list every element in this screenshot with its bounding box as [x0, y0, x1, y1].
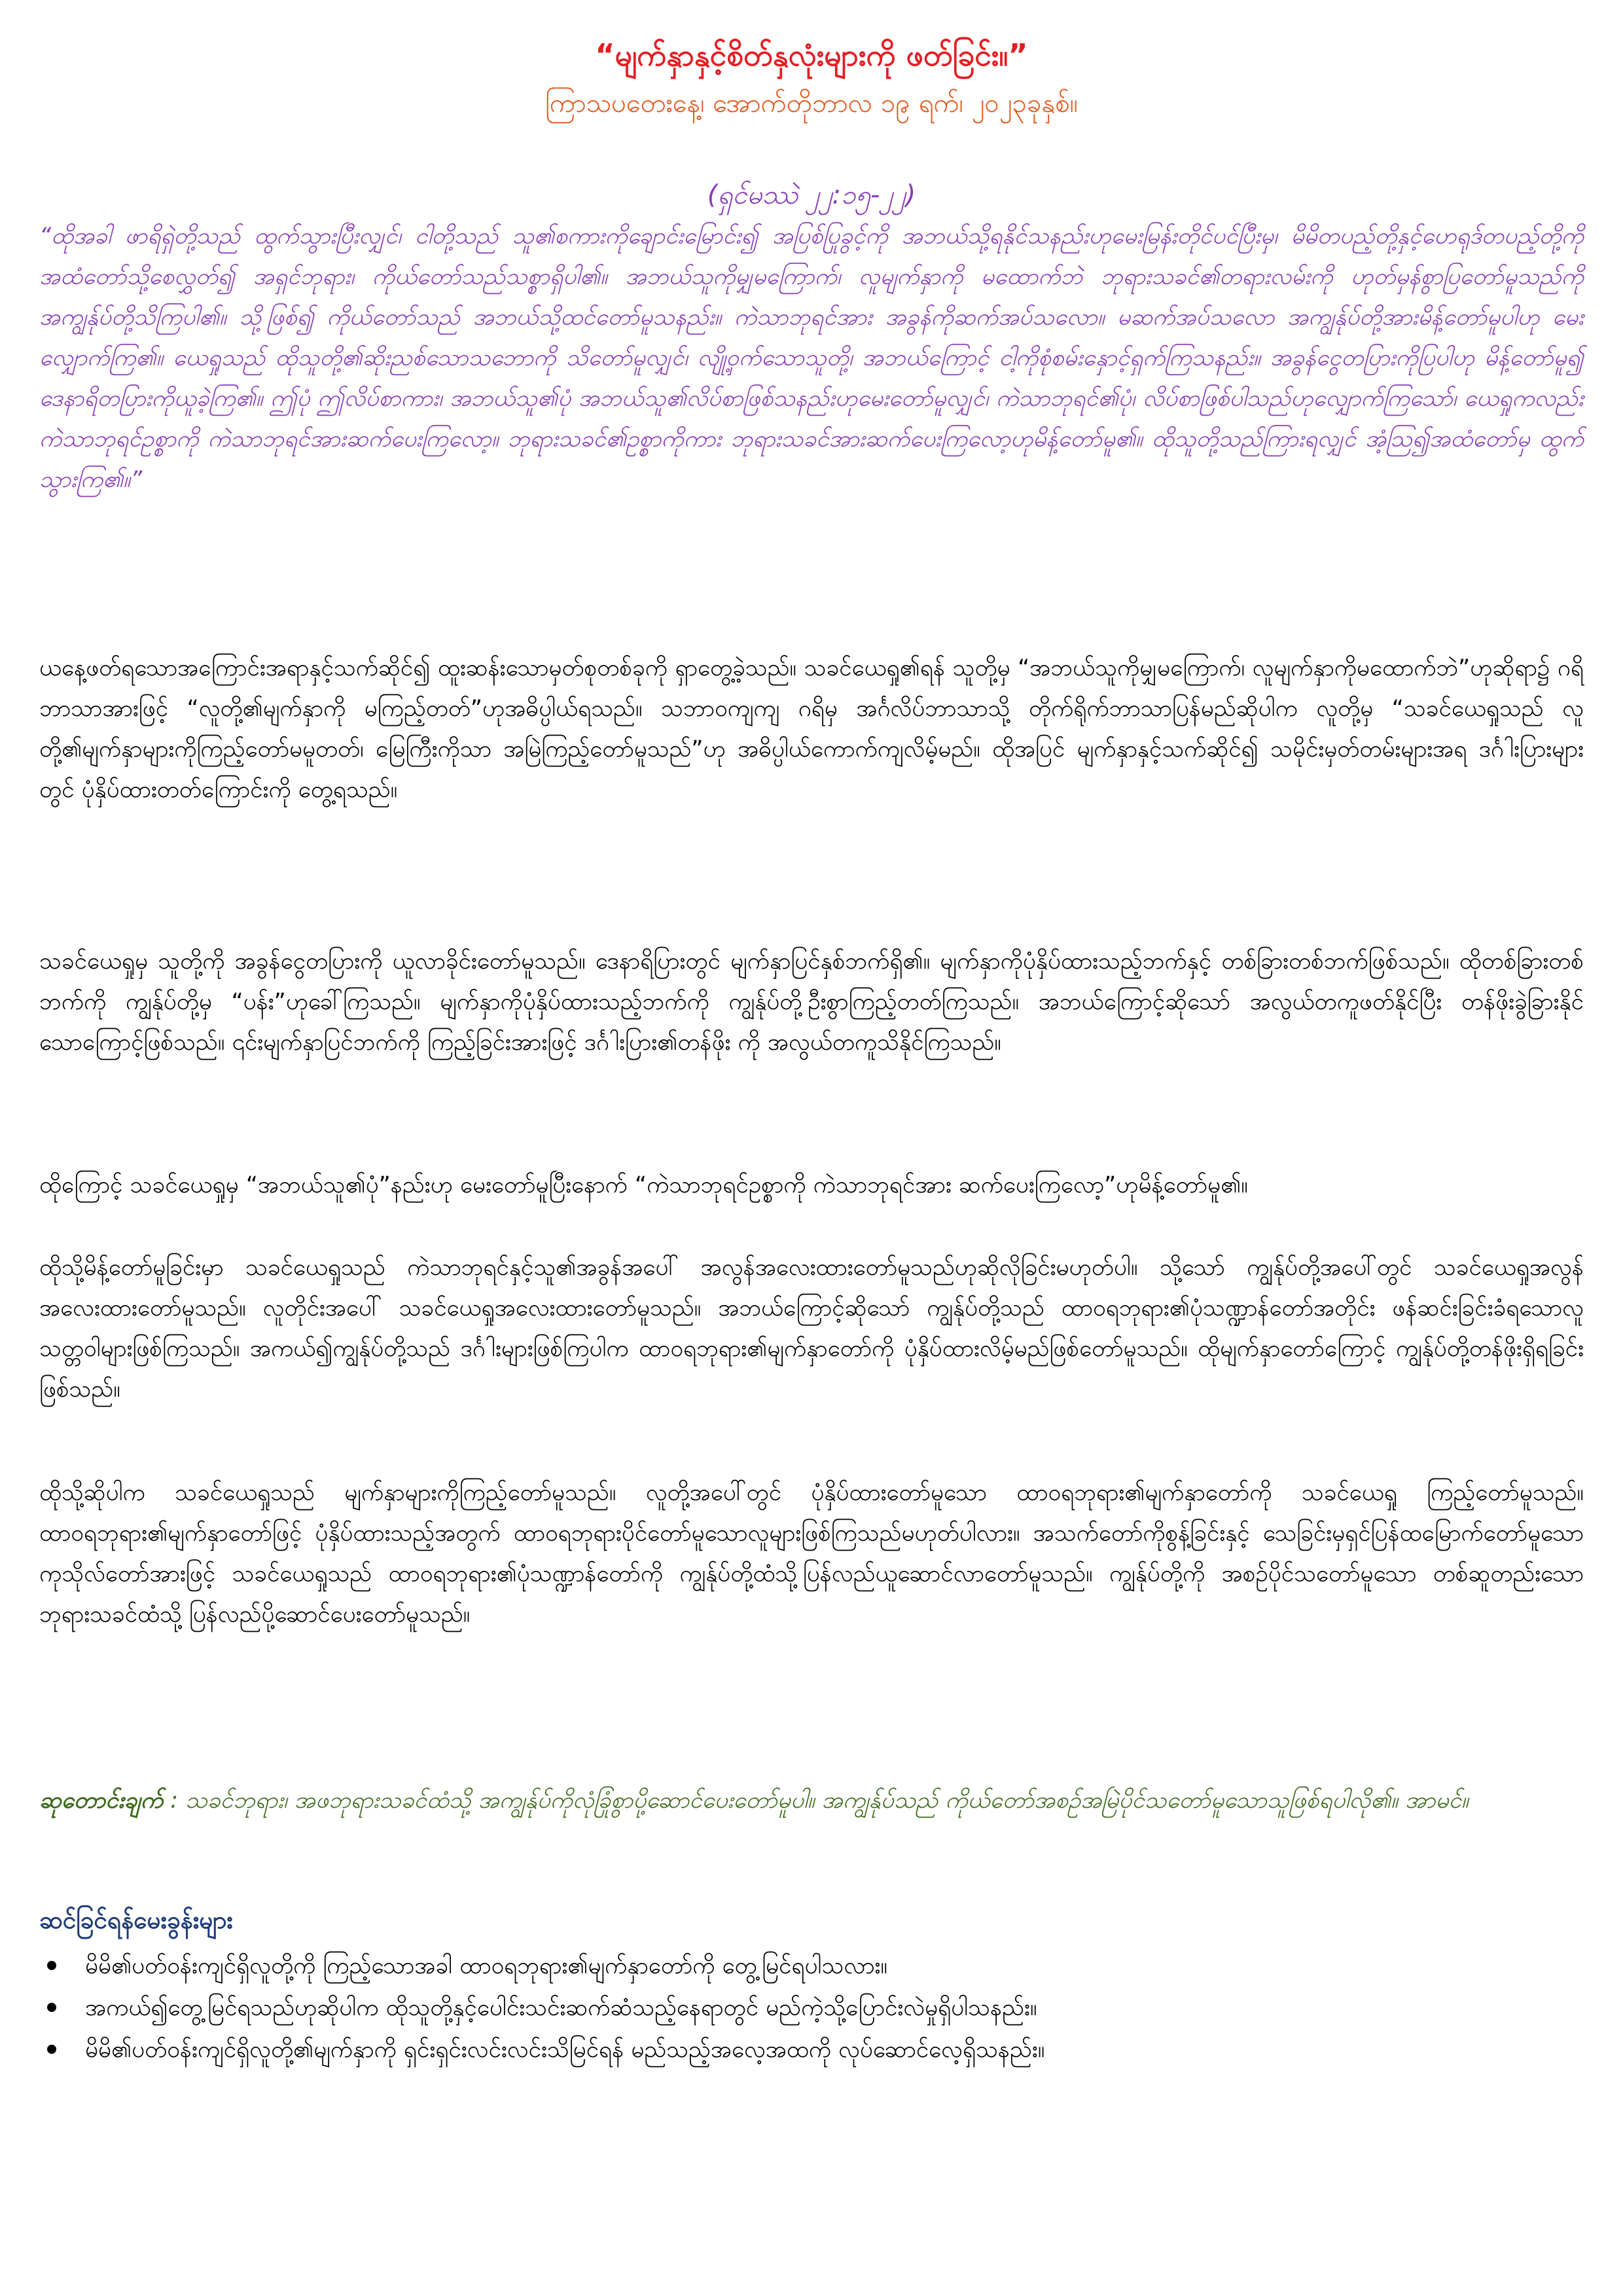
prayer-separator: : — [163, 1787, 186, 1814]
body-paragraph-1: ယနေ့ဖတ်ရသောအကြောင်းအရာနှင့်သက်ဆိုင်၍ ထူးဆန်းသောမှတ်စုတစ်ခုကို ရှာတွေ့ခဲ့သည်။ သခင်ယေရှု၏ရန် သူတို့မှ “အဘယ်သူကိုမျှမကြောက်၊ လူမျက်နှာကိုမထောက်ဘဲ”ဟုဆိုရာ၌ ဂရိဘာသာအားဖြင့် “လူတို့၏မျက်နှာကို မကြည့်တတ်”ဟုအဓိပ္ပါယ်ရသည်။ သဘာဝကျကျ ဂရိမှ အင်္ဂလိပ်ဘာသာသို့ တိုက်ရိုက်ဘာသာပြန်မည်ဆိုပါက လူတို့မှ “သခင်ယေရှုသည် လူတို့၏မျက်နှာများကိုကြည့်တော်မမူတတ်၊ မြေကြီးကိုသာ အမြဲကြည့်တော်မူသည်”ဟု အဓိပ္ပါယ်ကောက်ကျလိမ့်မည်။ ထိုအပြင် မျက်နှာနှင့်သက်ဆိုင်၍ သမိုင်းမှတ်တမ်းများအရ ဒင်္ဂါးပြားများတွင် ပုံနှိပ်ထားတတ်ကြောင်းကို တွေ့ရသည်။ — [39, 655, 1584, 803]
date-line: ကြာသပတေးနေ့၊ အောက်တိုဘာလ ၁၉ ရက်၊ ၂၀၂၃ခုနှစ်။ — [545, 88, 1078, 118]
body-paragraph-3: ထိုကြောင့် သခင်ယေရှုမှ “အဘယ်သူ၏ပုံ”နည်းဟု မေးတော်မူပြီးနောက် “ကဲသာဘုရင်ဥစ္စာကို ကဲသာဘုရင်အား ဆက်ပေးကြလော့”ဟုမိန့်တော်မူ၏။ — [39, 1172, 1248, 1198]
body-paragraph-2: သခင်ယေရှုမှ သူတို့ကို အခွန်ငွေတပြားကို ယူလာခိုင်းတော်မူသည်။ ဒေနာရိပြားတွင် မျက်နှာပြင်နှစ်ဘက်ရှိ၏။ မျက်နှာကိုပုံနှိပ်ထားသည့်ဘက်နှင့် တစ်ခြားတစ်ဘက်ဖြစ်သည်။ ထိုတစ်ခြားတစ်ဘက်ကို ကျွန်ုပ်တို့မှ “ပန်း”ဟုခေါ်ကြသည်။ မျက်နှာကိုပုံနှိပ်ထားသည့်ဘက်ကို ကျွန်ုပ်တို့ဦးစွာကြည့်တတ်ကြသည်။ အဘယ်ကြောင့်ဆိုသော် အလွယ်တကူဖတ်နိုင်ပြီး တန်ဖိုးခွဲခြားနိုင်သောကြောင့်ဖြစ်သည်။ ၎င်းမျက်နှာပြင်ဘက်ကို ကြည့်ခြင်းအားဖြင့် ဒင်္ဂါးပြား၏တန်ဖိုး ကို အလွယ်တကူသိနိုင်ကြသည်။ — [39, 948, 1584, 1056]
prayer-section — [39, 1780, 1584, 1821]
bullet-icon — [47, 2045, 56, 2054]
question-item — [39, 2029, 1584, 2071]
body-paragraph-5: ထိုသို့ဆိုပါက သခင်ယေရှုသည် မျက်နှာများကိုကြည့်တော်မူသည်။ လူတို့အပေါ်တွင် ပုံနှိပ်ထားတော်မူသော ထာဝရဘုရား၏မျက်နှာတော်ကို သခင်ယေရှု ကြည့်တော်မူသည်။ ထာဝရဘုရား၏မျက်နှာတော်ဖြင့် ပုံနှိပ်ထားသည့်အတွက် ထာဝရဘုရားပိုင်တော်မူသောလူများဖြစ်ကြသည်မဟုတ်ပါလား။ အသက်တော်ကိုစွန့်ခြင်းနှင့် သေခြင်းမှရှင်ပြန်ထမြောက်တော်မူသောကုသိုလ်တော်အားဖြင့် သခင်ယေရှုသည် ထာဝရဘုရား၏ပုံသဏ္ဍာန်တော်ကို ကျွန်ုပ်တို့ထံသို့ပြန်လည်ယူဆောင်လာတော်မူသည်။ ကျွန်ုပ်တို့ကို အစဉ်ပိုင်သတော်မူသော တစ်ဆူတည်းသောဘုရားသခင်ထံသို့ ပြန်လည်ပို့ဆောင်ပေးတော်မူသည်။ — [39, 1480, 1584, 1628]
prayer-text: သခင်ဘုရား၊ အဖဘုရားသခင်ထံသို့ အကျွန်ုပ်ကိုလုံခြုံစွာပို့ဆောင်ပေးတော်မူပါ။ အကျွန်ုပ်သည် ကိုယ်တော်အစဉ်အမြဲပိုင်သတော်မူသောသူဖြစ်ရပါလို၏။ အာမင်။ — [185, 1787, 1469, 1814]
question-text: မိမိ၏ပတ်ဝန်းကျင်ရှိလူတို့ကို ကြည့်သောအခါ ထာဝရဘုရား၏မျက်နှာတော်ကို တွေ့မြင်ရပါသလား။ — [85, 1953, 888, 1979]
question-text: အကယ်၍တွေ့မြင်ရသည်ဟုဆိုပါက ထိုသူတို့နှင့်ပေါင်းသင်းဆက်ဆံသည့်နေရာတွင် မည်ကဲ့သို့ပြောင်းလဲမှုရှိပါသနည်း။ — [85, 1995, 1037, 2021]
question-item — [39, 1987, 1584, 2029]
questions-heading: ဆင်ခြင်ရန်မေးခွန်းများ — [39, 1906, 233, 1934]
page-title: “မျက်နှာနှင့်စိတ်နှလုံးများကို ဖတ်ခြင်း။” — [595, 37, 1028, 73]
questions-list — [39, 1945, 1584, 2071]
bullet-icon — [47, 2003, 56, 2012]
scripture-passage: “ထိုအခါ ဖာရိရှဲတို့သည် ထွက်သွားပြီးလျှင်၊ ငါတို့သည် သူ၏စကားကိုချောင်းမြောင်း၍ အပြစ်ပြုခွင့်ကို အဘယ်သို့ရနိုင်သနည်းဟုမေးမြန်းတိုင်ပင်ပြီးမှ၊ မိမိတပည့်တို့နှင့်ဟေရုဒ်တပည့်တို့ကို အထံတော်သို့စေလွှတ်၍ အရှင်ဘုရား၊ ကိုယ်တော်သည်သစ္စာရှိပါ၏။ အဘယ်သူကိုမျှမကြောက်၊ လူမျက်နှာကို မထောက်ဘဲ ဘုရားသခင်၏တရားလမ်းကို ဟုတ်မှန်စွာပြတော်မူသည်ကို အကျွန်ုပ်တို့သိကြပါ၏။ သို့ဖြစ်၍ ကိုယ်တော်သည် အဘယ်သို့ထင်တော်မူသနည်း။ ကဲသာဘုရင်အား အခွန်ကိုဆက်အပ်သလော။ မဆက်အပ်သလော အကျွန်ုပ်တို့အားမိန့်တော်မူပါဟု မေးလျှောက်ကြ၏။ ယေရှုသည် ထိုသူတို့၏ဆိုးညစ်သောသဘောကို သိတော်မူလျှင်၊ လျို့ဝှက်သောသူတို့၊ အဘယ်ကြောင့် ငါ့ကိုစုံစမ်းနှောင့်ရှက်ကြသနည်း။ အခွန်ငွေတပြားကိုပြပါဟု မိန့်တော်မူ၍ ဒေနာရိတပြားကိုယူခဲ့ကြ၏။ ဤပုံ ဤလိပ်စာကား၊ အဘယ်သူ၏ပုံ အဘယ်သူ၏လိပ်စာဖြစ်သနည်းဟုမေးတော်မူလျှင်၊ ကဲသာဘုရင်၏ပုံ၊ လိပ်စာဖြစ်ပါသည်ဟုလျှောက်ကြသော်၊ ယေရှုကလည်း ကဲသာဘုရင်ဥစ္စာကို ကဲသာဘုရင်အားဆက်ပေးကြလော့။ ဘုရားသခင်၏ဥစ္စာကိုကား ဘုရားသခင်အားဆက်ပေးကြလော့ဟုမိန့်တော်မူ၏။ ထိုသူတို့သည်ကြားရလျှင် အံ့ဩ၍အထံတော်မှ ထွက်သွားကြ၏။” — [39, 223, 1584, 493]
bullet-icon — [47, 1961, 56, 1970]
question-text: မိမိ၏ပတ်ဝန်းကျင်ရှိလူတို့၏မျက်နှာကို ရှင်းရှင်းလင်းလင်းသိမြင်ရန် မည်သည့်အလေ့အထကို လုပ်ဆောင်လေ့ရှိသနည်း။ — [85, 2037, 1045, 2063]
body-paragraph-4: ထိုသို့မိန့်တော်မူခြင်းမှာ သခင်ယေရှုသည် ကဲသာဘုရင်နှင့်သူ၏အခွန်အပေါ် အလွန်အလေးထားတော်မူသည်ဟုဆိုလိုခြင်းမဟုတ်ပါ။ သို့သော် ကျွန်ုပ်တို့အပေါ်တွင် သခင်ယေရှုအလွန်အလေးထားတော်မူသည်။ လူတိုင်းအပေါ် သခင်ယေရှုအလေးထားတော်မူသည်။ အဘယ်ကြောင့်ဆိုသော် ကျွန်ုပ်တို့သည် ထာဝရဘုရား၏ပုံသဏ္ဍာန်တော်အတိုင်း ဖန်ဆင်းခြင်းခံရသောလူသတ္တဝါများဖြစ်ကြသည်။ အကယ်၍ကျွန်ုပ်တို့သည် ဒင်္ဂါးများဖြစ်ကြပါက ထာဝရဘုရား၏မျက်နှာတော်ကို ပုံနှိပ်ထားလိမ့်မည်ဖြစ်တော်မူသည်။ ထိုမျက်နှာတော်ကြောင့် ကျွန်ုပ်တို့တန်ဖိုးရှိရခြင်းဖြစ်သည်။ — [39, 1255, 1584, 1403]
question-item — [39, 1945, 1584, 1987]
scripture-reference: (ရှင်မဿဲ ၂၂:၁၅-၂၂) — [707, 180, 916, 210]
prayer-label: ဆုတောင်းချက် — [39, 1787, 164, 1814]
